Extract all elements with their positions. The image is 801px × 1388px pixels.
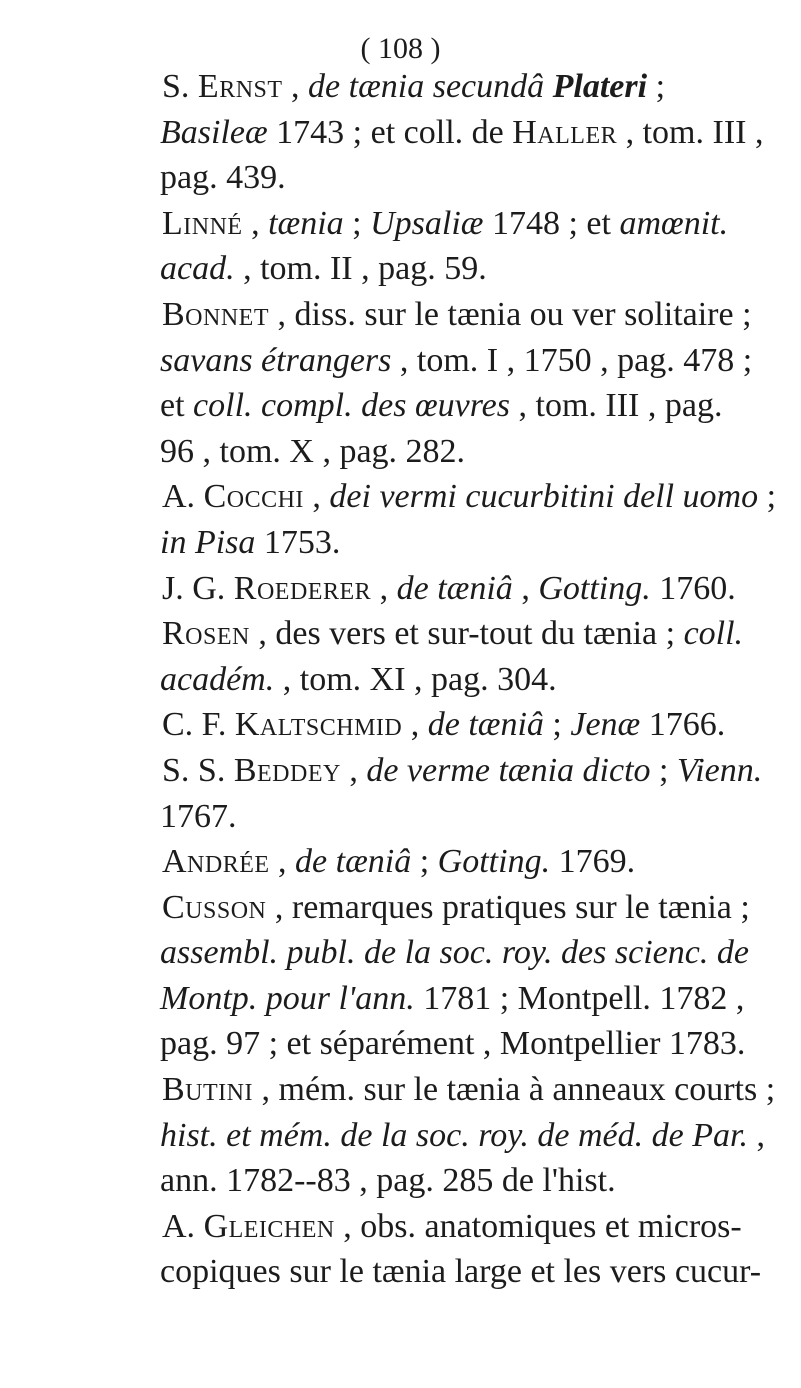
entry-text: , remarques pratiques sur le tænia ; bbox=[266, 888, 750, 926]
author-name: Cusson bbox=[162, 888, 267, 926]
entry-text: 96 , tom. X , pag. 282. bbox=[160, 432, 466, 470]
entry-text: ; bbox=[647, 68, 666, 105]
author-name: Butini bbox=[162, 1071, 253, 1109]
title-text: de verme tænia dicto bbox=[366, 751, 651, 789]
author-name: Linné bbox=[162, 204, 243, 242]
entry-text: , tom. I , 1750 , pag. 478 ; bbox=[391, 341, 753, 379]
title-text: Montp. pour l'ann. bbox=[160, 979, 415, 1017]
entry-line bbox=[160, 1249, 762, 1295]
entry-text: copiques sur le tænia large et les vers cucur- bbox=[160, 1253, 762, 1291]
entry-text: , tom. III , bbox=[617, 113, 764, 151]
title-text: de tæniâ bbox=[396, 569, 513, 607]
bibliography-entry bbox=[160, 839, 740, 885]
entry-text: 1753. bbox=[255, 523, 341, 561]
title-text: hist. et mém. de la soc. roy. de méd. de Par. bbox=[160, 1116, 748, 1154]
author-name: Gleichen bbox=[203, 1207, 335, 1245]
entry-text: 1748 ; et bbox=[483, 204, 620, 242]
bibliography-entry bbox=[160, 474, 777, 565]
title-text: Basileæ bbox=[160, 113, 268, 151]
entry-line bbox=[160, 794, 740, 840]
entry-line bbox=[160, 657, 740, 703]
entry-text: ; bbox=[411, 843, 438, 881]
entry-text: , bbox=[282, 68, 309, 105]
entry-text: , bbox=[512, 569, 539, 607]
entry-line bbox=[160, 702, 740, 748]
title-text: Gotting. bbox=[437, 843, 551, 881]
entry-text: J. G. bbox=[162, 569, 234, 607]
entry-text: 1781 ; Montpell. 1782 , bbox=[414, 979, 745, 1017]
entry-text: , bbox=[402, 706, 428, 744]
entry-text: ann. 1782--83 , pag. 285 de l'hist. bbox=[160, 1162, 616, 1200]
author-name: Roederer bbox=[233, 569, 372, 607]
entry-line bbox=[160, 1021, 746, 1067]
title-text: coll. bbox=[683, 615, 744, 653]
entry-text: S. bbox=[162, 68, 198, 105]
entry-line bbox=[160, 246, 740, 292]
title-text: amœnit. bbox=[619, 204, 729, 242]
entry-text: ; bbox=[543, 706, 571, 744]
bibliography-entry bbox=[160, 566, 740, 612]
title-text: dei vermi cucurbitini dell uomo bbox=[329, 478, 759, 516]
entry-line bbox=[160, 474, 777, 520]
entry-text: A. bbox=[162, 1207, 204, 1245]
title-text: Jenæ bbox=[570, 706, 641, 744]
entry-text: , obs. anatomiques et micros- bbox=[334, 1207, 742, 1245]
title-text: in Pisa bbox=[160, 523, 256, 561]
entry-text: et bbox=[160, 387, 194, 425]
entry-text: S. S. bbox=[162, 751, 234, 789]
title-text: savans étrangers bbox=[160, 341, 392, 379]
bibliography-entry bbox=[160, 748, 763, 839]
author-name: Haller bbox=[512, 113, 618, 151]
title-text: Gotting. bbox=[538, 569, 651, 607]
entry-line bbox=[160, 64, 740, 110]
entry-line bbox=[160, 292, 752, 338]
title-text: de tæniâ bbox=[427, 706, 544, 744]
author-name: Ernst bbox=[197, 68, 283, 105]
entry-line bbox=[160, 566, 740, 612]
author-name: Beddey bbox=[233, 751, 341, 789]
title-text: Plateri bbox=[552, 68, 648, 105]
bibliography-entry bbox=[160, 1067, 776, 1204]
title-text: acad. bbox=[160, 250, 235, 288]
entry-line bbox=[160, 155, 740, 201]
entry-text: ; bbox=[650, 751, 677, 789]
entry-line bbox=[160, 201, 740, 247]
entry-text: ; bbox=[343, 204, 371, 242]
title-text: coll. compl. des œuvres bbox=[193, 387, 511, 425]
page-number: ( 108 ) bbox=[360, 32, 441, 65]
bibliography-entry bbox=[160, 64, 764, 201]
bibliography-entry bbox=[160, 201, 740, 292]
entry-text: , tom. XI , pag. 304. bbox=[274, 660, 557, 698]
entry-line bbox=[160, 338, 753, 384]
entry-text: , tom. III , pag. bbox=[510, 387, 723, 425]
entry-text: , bbox=[269, 843, 296, 881]
bibliography-entry bbox=[160, 885, 750, 1067]
entry-text: 1766. bbox=[640, 706, 726, 744]
bibliography-entry bbox=[160, 1204, 762, 1295]
entry-line bbox=[160, 839, 740, 885]
entry-text: , bbox=[371, 569, 397, 607]
author-name: Andrée bbox=[162, 843, 270, 881]
title-text: de tæniâ bbox=[295, 843, 412, 881]
entry-line bbox=[160, 930, 749, 976]
entry-line bbox=[160, 976, 745, 1022]
entry-text: , bbox=[242, 204, 269, 242]
title-text: de tænia secundâ bbox=[308, 68, 553, 105]
entry-text: A. bbox=[162, 478, 204, 516]
entry-line bbox=[160, 110, 764, 156]
entry-line bbox=[160, 1067, 776, 1113]
entry-text: 1769. bbox=[550, 843, 636, 881]
title-text: Vienn. bbox=[676, 751, 763, 789]
entry-line bbox=[160, 520, 740, 566]
title-text: assembl. publ. de la soc. roy. des scienc. de bbox=[160, 934, 749, 972]
entry-text: , bbox=[340, 751, 367, 789]
entry-line bbox=[160, 885, 750, 931]
entry-text: C. F. bbox=[162, 706, 235, 744]
entry-line bbox=[160, 748, 763, 794]
title-text: tænia bbox=[268, 204, 344, 242]
author-name: Kaltschmid bbox=[234, 706, 403, 744]
entry-text: 1743 ; et coll. de bbox=[267, 113, 513, 151]
entry-text: , bbox=[303, 478, 330, 516]
entry-text: pag. 439. bbox=[160, 159, 286, 197]
author-name: Bonnet bbox=[162, 295, 269, 333]
entry-line bbox=[160, 429, 740, 475]
bibliography-list bbox=[160, 64, 777, 1295]
entry-text: pag. 97 ; et séparément , Montpellier 1783. bbox=[160, 1025, 746, 1063]
title-text: académ. bbox=[160, 660, 275, 698]
entry-line bbox=[160, 611, 744, 657]
entry-text: , bbox=[747, 1116, 765, 1154]
bibliography-entry bbox=[160, 611, 744, 702]
entry-text: ; bbox=[758, 478, 777, 516]
entry-text: , diss. sur le tænia ou ver solitaire ; bbox=[269, 295, 752, 333]
author-name: Rosen bbox=[162, 615, 250, 653]
bibliography-entry bbox=[160, 702, 740, 748]
title-text: Upsaliæ bbox=[370, 204, 484, 242]
entry-line bbox=[160, 1113, 765, 1159]
entry-text: 1767. bbox=[160, 797, 237, 835]
entry-line bbox=[160, 383, 740, 429]
entry-text: , mém. sur le tænia à anneaux courts ; bbox=[253, 1071, 776, 1109]
entry-text: 1760. bbox=[650, 569, 736, 607]
entry-text: , tom. II , pag. 59. bbox=[234, 250, 487, 288]
entry-line bbox=[160, 1204, 740, 1250]
entry-text: , des vers et sur-tout du tænia ; bbox=[249, 615, 684, 653]
bibliography-entry bbox=[160, 292, 753, 474]
entry-line bbox=[160, 1158, 740, 1204]
author-name: Cocchi bbox=[203, 478, 304, 516]
